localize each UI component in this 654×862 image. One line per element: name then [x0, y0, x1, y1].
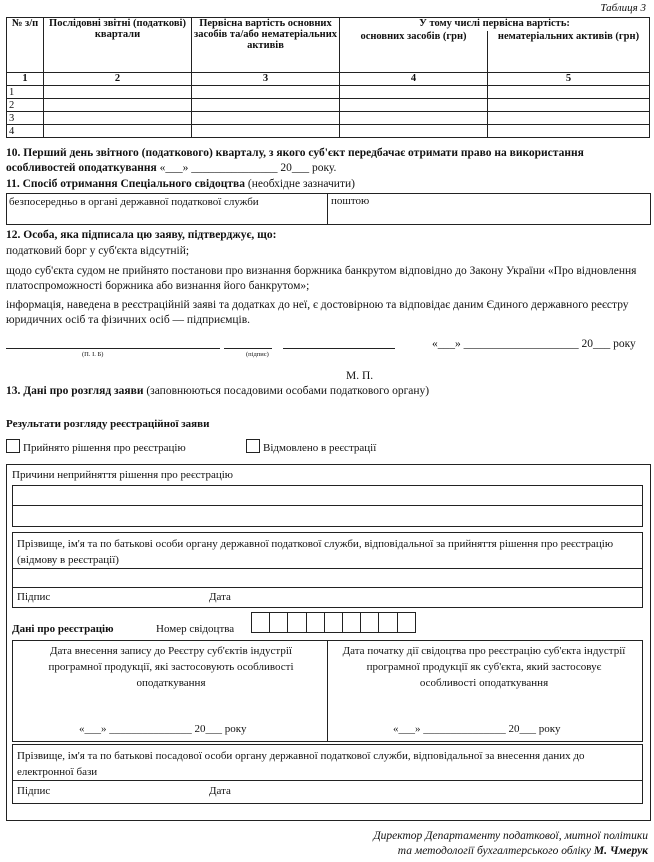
- reasons-label: Причини неприйняття рішення про реєстрацію: [12, 469, 234, 481]
- digit-cell[interactable]: [306, 613, 324, 632]
- digit-cell[interactable]: [360, 613, 378, 632]
- digit-cell[interactable]: [324, 613, 342, 632]
- digit-cell[interactable]: [287, 613, 305, 632]
- s10-date: «___» _______________ 20___ року.: [159, 162, 337, 174]
- cell[interactable]: [340, 125, 488, 138]
- date-label-2: Дата: [209, 785, 231, 797]
- signature-label: Підпис: [17, 591, 51, 603]
- cert-start-date-label: Дата початку дії свідоцтва про реєстрацію суб'єкта індустрії програмної продукції як суб'єкта, який застосовує особливості оподаткування: [342, 645, 626, 689]
- cell[interactable]: [192, 112, 340, 125]
- col-number: 1: [7, 73, 44, 86]
- th-intangible: нематеріальних активів (грн): [488, 31, 650, 73]
- s12-p1: податковий борг у суб'єкта відсутній;: [6, 245, 190, 257]
- cell[interactable]: [192, 99, 340, 112]
- accepted-option[interactable]: Прийнято рішення про реєстрацію: [6, 439, 186, 454]
- col-number: 3: [192, 73, 340, 86]
- stamp-mark: М. П.: [346, 370, 374, 382]
- cell[interactable]: [192, 125, 340, 138]
- cell[interactable]: [488, 99, 650, 112]
- cell[interactable]: [488, 125, 650, 138]
- date-right[interactable]: «___» _______________ 20___ року: [393, 723, 561, 735]
- sign-caption: (підпис): [246, 351, 269, 358]
- digit-cell[interactable]: [251, 613, 269, 632]
- signature-label-2: Підпис: [17, 785, 51, 797]
- cell[interactable]: [488, 112, 650, 125]
- table-row: [7, 99, 650, 112]
- footer-line2: та методології бухгалтерського обліку М. Чмерук: [397, 845, 648, 857]
- date-label: Дата: [209, 591, 231, 603]
- option-in-person[interactable]: безпосередньо в органі державної податкової служби: [9, 196, 259, 208]
- cell[interactable]: [340, 86, 488, 99]
- table-3: [6, 17, 650, 138]
- results-title: Результати розгляду реєстраційної заяви: [6, 418, 210, 430]
- footer-signature: [373, 829, 648, 859]
- reg-entry-date-label: Дата внесення запису до Реєстру суб'єктів індустрії програмної продукції, які застосовують особливості оподаткування: [48, 645, 294, 689]
- cell[interactable]: [340, 112, 488, 125]
- refused-checkbox[interactable]: [246, 439, 260, 453]
- col-number: 4: [340, 73, 488, 86]
- cell[interactable]: [44, 112, 192, 125]
- col-number-row: [7, 73, 650, 86]
- th-initial-cost: Первісна вартість основних засобів та/або нематеріальних активів: [192, 18, 340, 73]
- s12-date[interactable]: «___» ____________________ 20___ року: [432, 338, 636, 350]
- s12-title: 12. Особа, яка підписала цю заяву, підтверджує, що:: [6, 229, 277, 241]
- cell[interactable]: [488, 86, 650, 99]
- dates-box: [12, 640, 643, 742]
- table-row: [7, 86, 650, 99]
- col-number: 2: [44, 73, 192, 86]
- official-box: [12, 532, 643, 608]
- table-label: Таблиця 3: [600, 2, 646, 14]
- table-row: [7, 112, 650, 125]
- table-row: [7, 125, 650, 138]
- s11-heading: 11. Спосіб отримання Спеціального свідоцтва (необхідне зазначити): [6, 178, 355, 190]
- digit-cell[interactable]: [269, 613, 287, 632]
- s10-title: 10. Перший день звітного (податкового) кварталу, з якого суб'єкт передбачає отримати право на використання особливостей оподаткування «___» _______________ 20___ року.: [6, 147, 584, 174]
- cert-number-field[interactable]: [251, 612, 416, 633]
- s13-heading: 13. Дані про розгляд заяви (заповнюються посадовими особами податкового органу): [6, 385, 430, 397]
- cell[interactable]: [44, 125, 192, 138]
- pib-line[interactable]: [6, 348, 220, 349]
- s11-options-box: [6, 193, 651, 225]
- cert-num-label: Номер свідоцтва: [156, 623, 235, 635]
- th-quarters: Послідовні звітні (податкові) квартали: [44, 18, 192, 73]
- digit-cell[interactable]: [342, 613, 360, 632]
- date-left[interactable]: «___» _______________ 20___ року: [79, 723, 247, 735]
- th-fixed-assets: основних засобів (грн): [340, 31, 488, 73]
- sign-line[interactable]: [224, 348, 272, 349]
- row-num: 2: [7, 99, 44, 112]
- footer-name: М. Чмерук: [593, 845, 648, 857]
- cell[interactable]: [192, 86, 340, 99]
- option-by-mail[interactable]: поштою: [331, 195, 370, 207]
- col-number: 5: [488, 73, 650, 86]
- s12-p3: інформація, наведена в реєстраційній заяві та додатках до неї, є достовірною та відповідає даним Єдиного державного реєстру юридичних осіб та фізичних осіб — підприємців.: [6, 299, 629, 326]
- reg-data-label: Дані про реєстрацію: [12, 623, 114, 635]
- entry-official-label: Прізвище, ім'я та по батькові посадової особи органу державної податкової служби, відповідальної за внесення даних до електронної бази: [17, 750, 585, 778]
- th-num: № з/п: [7, 18, 44, 73]
- reasons-field[interactable]: [12, 485, 643, 527]
- official-pib-label: Прізвище, ім'я та по батькові особи органу державної податкової служби, відповідальної за прийняття рішення про реєстрацію (відмову в реєстрації): [17, 538, 614, 566]
- row-num: 1: [7, 86, 44, 99]
- cell[interactable]: [340, 99, 488, 112]
- accepted-checkbox[interactable]: [6, 439, 20, 453]
- entry-official-box: [12, 744, 643, 804]
- s12-p2: щодо суб'єкта судом не прийнято постанови про визнання боржника банкрутом відповідно до Закону України «Про відновлення платоспроможності боржника або визнання його банкрутом»;: [6, 265, 637, 292]
- th-incl: У тому числі первісна вартість:: [340, 18, 650, 31]
- cell[interactable]: [44, 99, 192, 112]
- digit-cell[interactable]: [378, 613, 396, 632]
- refused-option[interactable]: Відмовлено в реєстрації: [246, 439, 376, 454]
- row-num: 4: [7, 125, 44, 138]
- digit-cell[interactable]: [397, 613, 415, 632]
- row-num: 3: [7, 112, 44, 125]
- cell[interactable]: [44, 86, 192, 99]
- extra-line[interactable]: [283, 348, 395, 349]
- pib-caption: (П. І. Б): [82, 351, 104, 358]
- footer-line1: Директор Департаменту податкової, митної політики: [373, 830, 648, 842]
